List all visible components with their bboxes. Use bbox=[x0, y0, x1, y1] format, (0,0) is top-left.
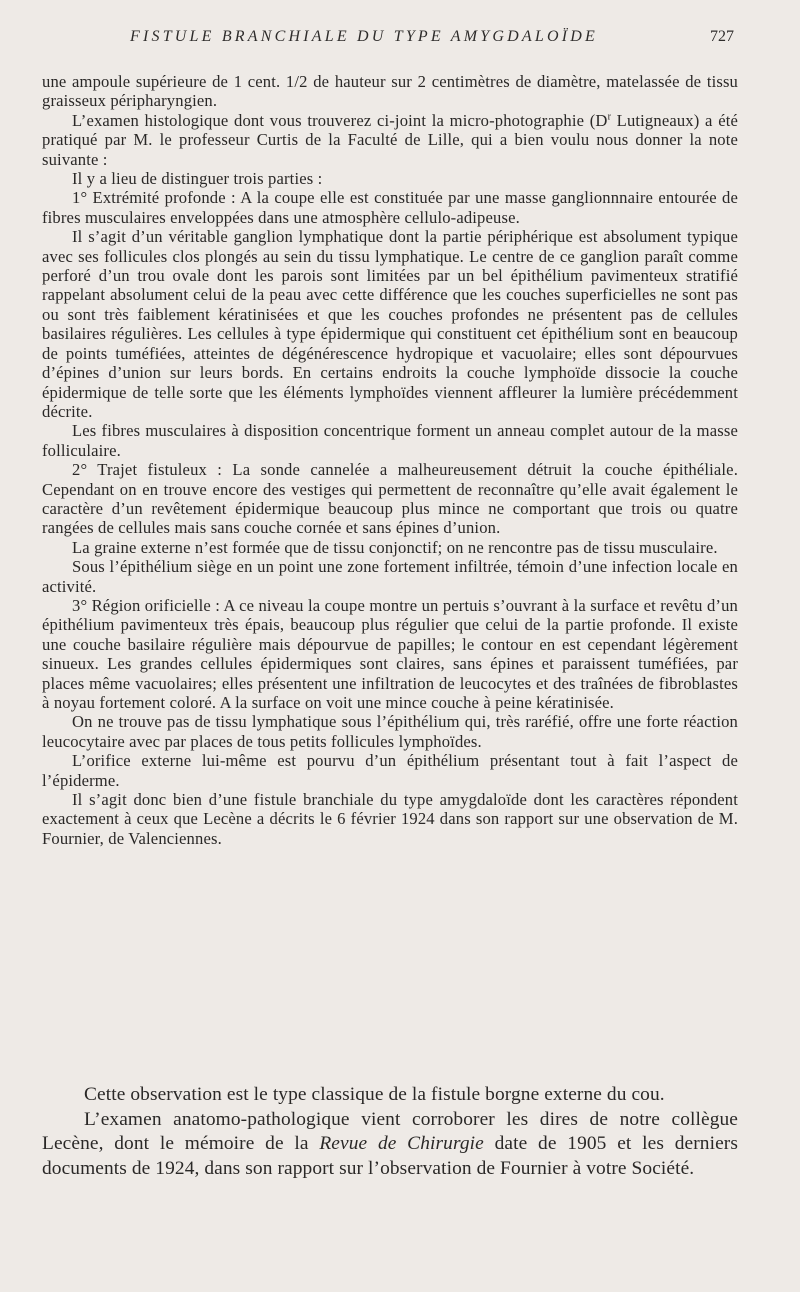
paragraph-text: Région orificielle : A ce niveau la coupe montre un pertuis s’ouvrant à la surface et revêtu d’un épithélium pavimenteux très épais, beaucoup plus régulier que celui de la partie profonde. Il existe une couche basilaire régulière mais dépourvue de papilles; le contour en est cependant légèrement sinueux. Les grandes cellules épidermiques sont claires, sans épines et paraissent tuméfiées, par places même vacuolaires; elles présentent une infiltration de leucocytes et des traînées de fibroblastes à noyau fortement coloré. A la surface on voit une mince couche à peine kératinisée. bbox=[42, 595, 738, 712]
paragraph-text: L’examen histologique dont vous trouverez ci-joint la micro-photographie (D bbox=[72, 110, 608, 130]
section-number: 1° bbox=[72, 188, 88, 208]
paragraph-graine-externe: La graine externe n’est formée que de tissu conjonctif; on ne rencontre pas de tissu musculaire. bbox=[72, 537, 718, 557]
paragraph-observation-type: Cette observation est le type classique de la fistule borgne externe du cou. bbox=[84, 1084, 665, 1105]
running-header bbox=[0, 28, 800, 52]
paragraph-ganglion-lymphatique: Il s’agit d’un véritable ganglion lymphatique dont la partie périphérique est absolument typique avec ses follicules clos plongés au sein du tissu lymphatique. Le centre de ce ganglion paraît comme perforé d’un trou ovale dont les parois sont limitées par un bel épithélium pavimenteux stratifié rappelant absolument celui de la peau avec cette différence que les couches superficielles ne sont pas ou sont très faiblement kératinisées et que les couches profondes ne présentent pas de cellules basilaires régulières. Les cellules à type épidermique qui constituent cet épithélium sont en beaucoup de points tuméfiées, atteintes de dégénérescence hydropique et vacuolaire; elles sont dépourvues d’épines d’union sur leurs bords. En certains endroits la couche lymphoïde dissocie la couche épidermique de telle sorte que les éléments lymphoïdes viennent affleurer la lumière précédemment décrite. bbox=[42, 227, 738, 421]
paragraph-text: Trajet fistuleux : La sonde cannelée a malheureusement détruit la couche épithéliale. Cependant on en trouve encore des vestiges qui permettent de reconnaître qu’elle avait également le caractère d’un revêtement épidermique beaucoup plus mince ne comportant que trois ou quatre rangées de cellules mais sans couche cornée et sans épines d’union. bbox=[42, 460, 738, 538]
section-number: 3° bbox=[72, 595, 88, 615]
paragraph-text: date de 1905 et les derniers documents de 1924, dans son rapport sur l’observation de Fournier à votre Société. bbox=[42, 1133, 738, 1179]
paragraph-tissu-lymphatique: On ne trouve pas de tissu lymphatique sous l’épithélium qui, très raréfié, offre une forte réaction leucocytaire avec par places de tous petits follicules lymphoïdes. bbox=[42, 712, 738, 751]
paragraph-trajet-fistuleux bbox=[42, 460, 738, 538]
running-title: FISTULE BRANCHIALE DU TYPE AMYGDALOÏDE bbox=[130, 28, 598, 45]
paragraph-infection-locale: Sous l’épithélium siège en un point une zone fortement infiltrée, témoin d’une infection locale en activité. bbox=[42, 557, 738, 596]
paragraph-fibres-musculaires: Les fibres musculaires à disposition concentrique forment un anneau complet autour de la masse folliculaire. bbox=[42, 421, 738, 460]
journal-title: Revue de Chirurgie bbox=[319, 1133, 484, 1155]
commentary-text bbox=[42, 1083, 738, 1181]
paragraph-text: Lutigneaux) a été pratiqué par M. le professeur Curtis de la Faculté de Lille, qui a bien voulu nous donner la note suivante : bbox=[42, 110, 738, 169]
page-number: 727 bbox=[710, 28, 734, 45]
paragraph-ampoule: une ampoule supérieure de 1 cent. 1/2 de hauteur sur 2 centimètres de diamètre, matelassée de tissu graisseux péripharyngien. bbox=[42, 72, 738, 111]
paragraph-extremite-profonde bbox=[42, 188, 738, 227]
pathology-report-text bbox=[42, 72, 738, 848]
paragraph-orifice-externe: L’orifice externe lui-même est pourvu d’un épithélium présentant tout à fait l’aspect de l’épiderme. bbox=[42, 751, 738, 790]
paragraph-region-orificielle bbox=[42, 596, 738, 712]
paragraph-trois-parties: Il y a lieu de distinguer trois parties : bbox=[72, 169, 323, 189]
paragraph-examen-histologique bbox=[42, 111, 738, 169]
superscript: r bbox=[607, 111, 612, 123]
paragraph-text: L’examen anatomo-pathologique vient corroborer les dires de notre collègue Lecène, dont le mémoire de la bbox=[42, 1108, 738, 1155]
section-number: 2° bbox=[72, 460, 88, 480]
paragraph-conclusion-report: Il s’agit donc bien d’une fistule branchiale du type amygdaloïde dont les caractères répondent exactement à ceux que Lecène a décrits le 6 février 1924 dans son rapport sur une observation de M. Fournier, de Valenciennes. bbox=[42, 790, 738, 848]
paragraph-text: Extrémité profonde : A la coupe elle est constituée par une masse ganglionnnaire entourée de fibres musculaires enveloppées dans une atmosphère cellulo-adipeuse. bbox=[42, 188, 738, 227]
paragraph-examen-anatomo bbox=[42, 1108, 738, 1182]
